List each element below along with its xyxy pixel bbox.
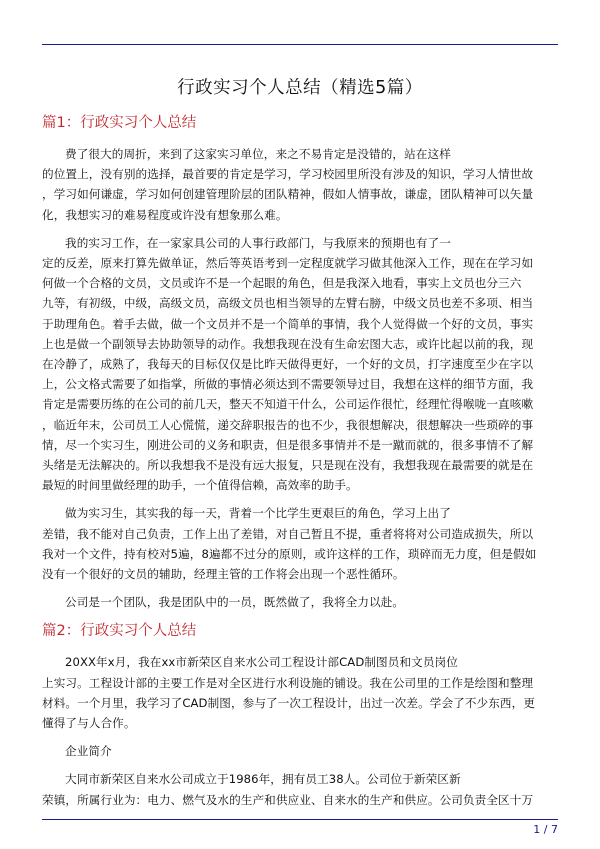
paragraph bbox=[42, 233, 558, 496]
text-line: 我的实习工作，在一家家具公司的人事行政部门，与我原来的预期也有了一 bbox=[65, 235, 451, 250]
text-line: 肯定是需要历练的在公司的前几天，整天不知道干什么，公司运作很忙，经理忙得喉咙一直咳嗽 bbox=[42, 397, 534, 412]
page-indicator: 1 / 7 bbox=[533, 823, 558, 836]
text-line: 于助理角色。着手去做，做一个文员并不是一个简单的事情，我个人觉得做一个好的文员，事实 bbox=[42, 316, 534, 331]
section-1-body bbox=[42, 144, 558, 612]
paragraph bbox=[42, 741, 558, 761]
text-line: 差错，我不能对自己负责，工作上出了差错，对自己暂且不提，重者将将对公司造成损失，所以 bbox=[42, 526, 534, 541]
section-heading: 篇2：行政实习个人总结 bbox=[42, 623, 197, 640]
text-line: 懂得了与人合作。 bbox=[42, 716, 136, 731]
document-body bbox=[42, 112, 558, 818]
text-line: 何做一个合格的文员，文员或许不是一个起眼的角色，但是我深入地看，事实上文员也分三六 bbox=[42, 276, 522, 291]
text-line: 20XX年x月，我在xx市新荣区自来水公司工程设计部CAD制图员和文员岗位 bbox=[65, 655, 458, 670]
text-line: 我对一个文件，持有校对5遍，8遍都不过分的原则，或许这样的工作，琐碎而无力度，但是假如 bbox=[42, 546, 537, 561]
text-line: 材料。一个月里，我学习了CAD制图，参与了一次工程设计，出过一次差。学会了不少东西，更 bbox=[42, 695, 536, 710]
text-line: 化，我想实习的难易程度或许没有想象那么难。 bbox=[42, 207, 288, 222]
text-line: ，学习如何谦虚，学习如何创建管理阶层的团队精神，假如人情事故，谦虚，团队精神可以矢量 bbox=[42, 187, 534, 202]
text-line: 费了很大的周折，来到了这家实习单位，来之不易肯定是没错的，站在这样 bbox=[65, 147, 451, 161]
text-line: 大同市新荣区自来水公司成立于1986年，拥有员工38人。公司位于新荣区新 bbox=[65, 772, 461, 787]
text-line: 公司是一个团队，我是团队中的一员，既然做了，我将全力以赴。 bbox=[65, 595, 405, 610]
text-line: 做为实习生，其实我的每一天，背着一个比学生更艰巨的角色，学习上出了 bbox=[65, 506, 451, 521]
text-line: 上也是做一个副领导去协助领导的动作。我想我现在没有生命宏图大志，或许比起以前的我，现 bbox=[42, 336, 534, 351]
paragraph bbox=[42, 144, 558, 225]
header-rule bbox=[42, 44, 558, 45]
footer-rule bbox=[42, 819, 558, 820]
document-title: 行政实习个人总结（精选5篇） bbox=[177, 78, 423, 98]
text-line: 九等，有初级，中级，高级文员，高级文员也相当领导的左臂右膀，中级文员也差不多项、相当 bbox=[42, 296, 534, 311]
paragraph bbox=[42, 769, 558, 809]
text-line: 上实习。工程设计部的主要工作是对全区进行水利设施的铺设。我在公司里的工作是绘图和整理 bbox=[42, 675, 534, 690]
section-heading: 篇1：行政实习个人总结 bbox=[42, 115, 197, 131]
paragraph bbox=[42, 592, 558, 612]
text-line: 头绪是无法解决的。所以我想我不是没有远大报复，只是现在没有，我想我现在最需要的就是在 bbox=[42, 458, 534, 473]
text-line: 定的反差，原来打算先做单证，然后等英语考到一定程度就学习做其他深入工作，现在在学习如 bbox=[42, 256, 534, 271]
text-line: 最短的时间里做经理的助手，一个值得信赖，高效率的助手。 bbox=[42, 478, 358, 493]
text-line: 在冷静了，成熟了，我每天的目标仅仅是比昨天做得更好，一个好的文员，打字速度至少在字以 bbox=[42, 357, 534, 372]
text-line: 没有一个很好的文员的辅助，经理主管的工作将会出现一个恶性循环。 bbox=[42, 567, 405, 582]
text-line: 的位置上，没有别的选择，最首要的肯定是学习，学习校园里所没有涉及的知识，学习人情世故 bbox=[42, 167, 534, 182]
text-line: 情，尽一个实习生，刚进公司的义务和职责，但是很多事情并不是一蹴而就的，很多事情不了解 bbox=[42, 437, 534, 452]
text-line: ，临近年末，公司员工人心慌慌，递交辞职报告的也不少，我很想解决，很想解决一些琐碎的事 bbox=[42, 417, 534, 432]
paragraph bbox=[42, 652, 558, 733]
text-line: 企业简介 bbox=[65, 744, 112, 759]
section-2-body bbox=[42, 652, 558, 809]
text-line: 上，公文格式需要了如指掌，所做的事情必须达到不需要领导过目，我想在这样的细节方面，我 bbox=[42, 377, 534, 392]
text-line: 荣镇，所属行业为：电力、燃气及水的生产和供应业、自来水的生产和供应。公司负责全区十万 bbox=[42, 792, 534, 807]
paragraph bbox=[42, 503, 558, 584]
